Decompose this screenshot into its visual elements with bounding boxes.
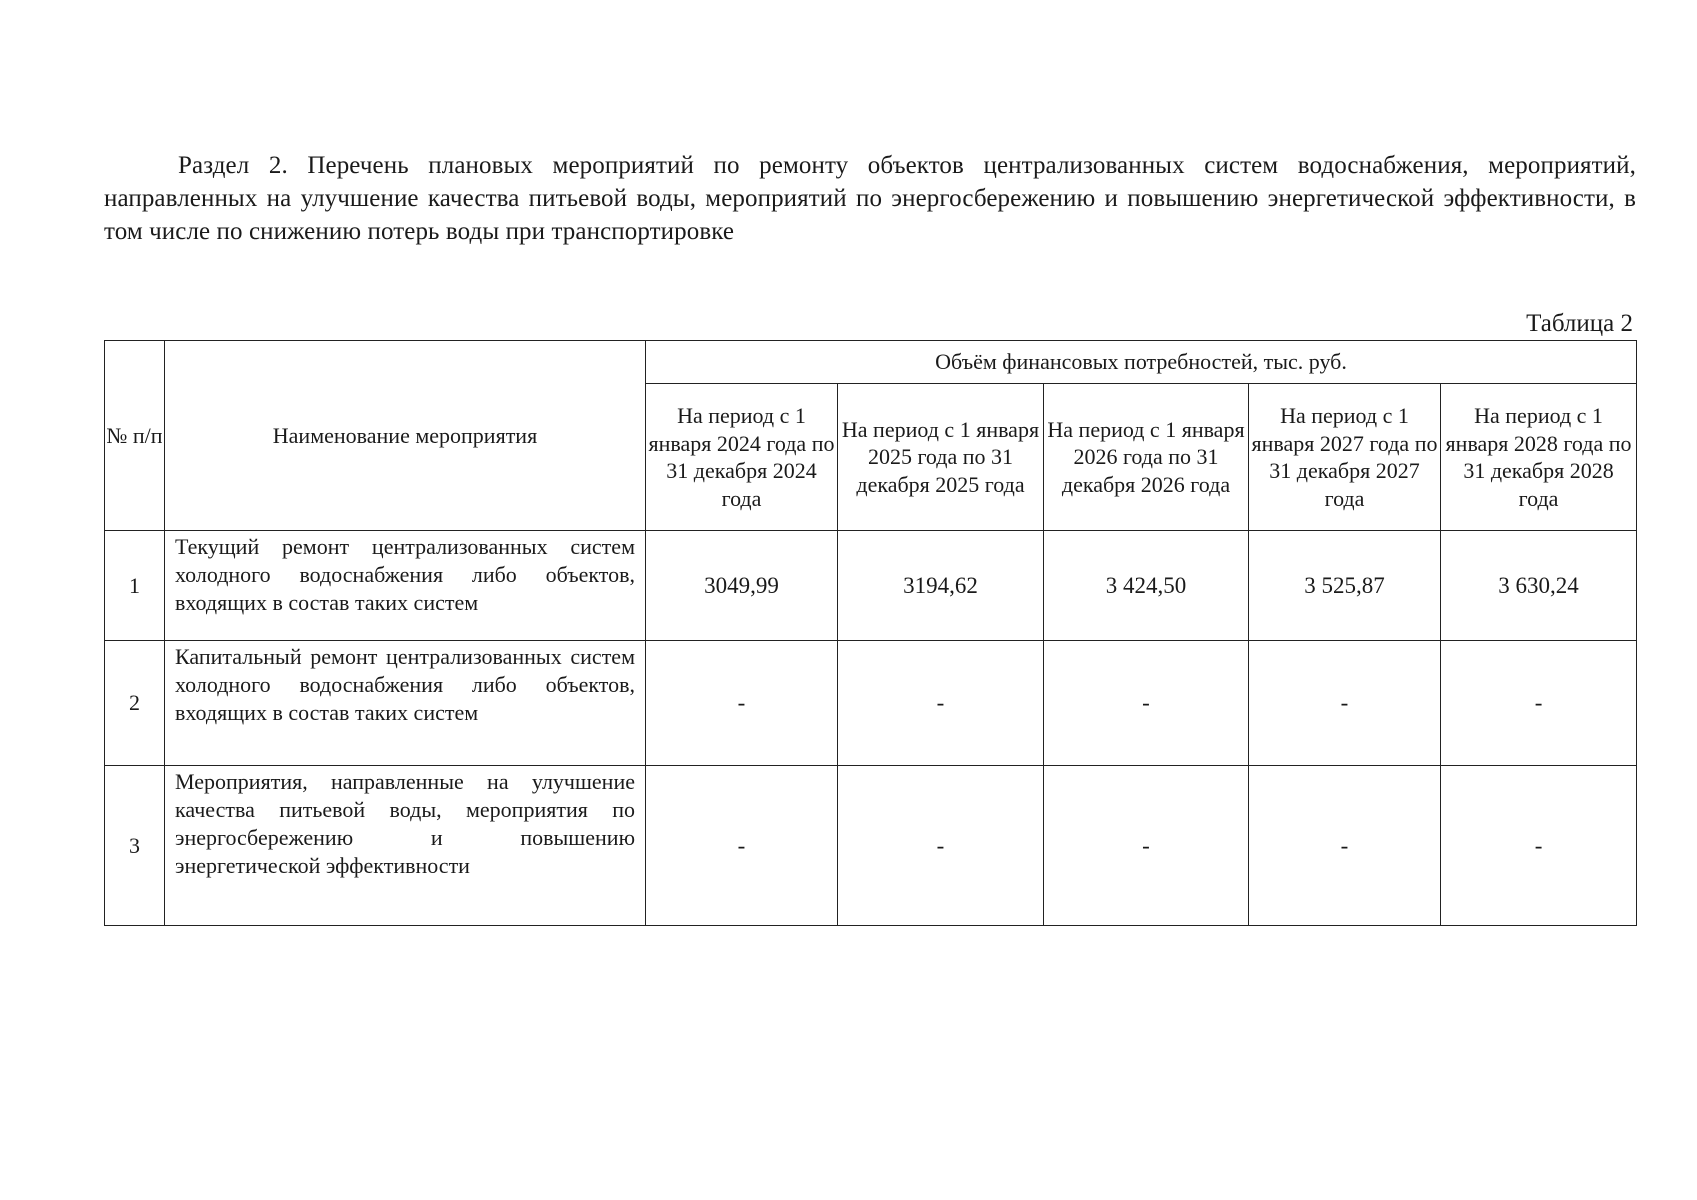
row-number: 3 xyxy=(105,766,165,926)
header-period-2025: На период с 1 января 2025 года по 31 декабря 2025 года xyxy=(838,384,1044,531)
table-row xyxy=(105,641,1637,766)
row-number: 1 xyxy=(105,531,165,641)
row-value-2027: - xyxy=(1249,766,1441,926)
row-value-2026: - xyxy=(1044,766,1249,926)
header-period-2024: На период с 1 января 2024 года по 31 декабря 2024 года xyxy=(646,384,838,531)
row-number: 2 xyxy=(105,641,165,766)
row-name: Капитальный ремонт централизованных систем холодного водоснабжения либо объектов, входящих в состав таких систем xyxy=(165,641,646,766)
row-value-2024: 3049,99 xyxy=(646,531,838,641)
row-value-2024: - xyxy=(646,766,838,926)
row-value-2025: 3194,62 xyxy=(838,531,1044,641)
row-value-2025: - xyxy=(838,641,1044,766)
row-value-2028: - xyxy=(1441,641,1637,766)
header-financial-group: Объём финансовых потребностей, тыс. руб. xyxy=(646,341,1637,384)
header-row-group xyxy=(105,341,1637,384)
table-caption: Таблица 2 xyxy=(1526,310,1633,337)
table-row xyxy=(105,531,1637,641)
row-value-2028: - xyxy=(1441,766,1637,926)
header-period-2026: На период с 1 января 2026 года по 31 декабря 2026 года xyxy=(1044,384,1249,531)
header-period-2027: На период с 1 января 2027 года по 31 декабря 2027 года xyxy=(1249,384,1441,531)
header-number: № п/п xyxy=(105,341,165,531)
table-row xyxy=(105,766,1637,926)
row-value-2028: 3 630,24 xyxy=(1441,531,1637,641)
row-value-2024: - xyxy=(646,641,838,766)
row-name: Мероприятия, направленные на улучшение качества питьевой воды, мероприятия по энергосбережению и повышению энергетической эффективности xyxy=(165,766,646,926)
header-name: Наименование мероприятия xyxy=(165,341,646,531)
section-heading: Раздел 2. Перечень плановых мероприятий по ремонту объектов централизованных систем водоснабжения, мероприятий, направленных на улучшение качества питьевой воды, мероприятий по энергосбережению и повышению энергетической эффективности, в том числе по снижению потерь воды при транспортировке xyxy=(104,152,1636,245)
row-name: Текущий ремонт централизованных систем холодного водоснабжения либо объектов, входящих в состав таких систем xyxy=(165,531,646,641)
row-value-2027: 3 525,87 xyxy=(1249,531,1441,641)
row-value-2025: - xyxy=(838,766,1044,926)
row-value-2026: - xyxy=(1044,641,1249,766)
row-value-2027: - xyxy=(1249,641,1441,766)
financial-needs-table xyxy=(104,340,1637,926)
header-period-2028: На период с 1 января 2028 года по 31 декабря 2028 года xyxy=(1441,384,1637,531)
row-value-2026: 3 424,50 xyxy=(1044,531,1249,641)
